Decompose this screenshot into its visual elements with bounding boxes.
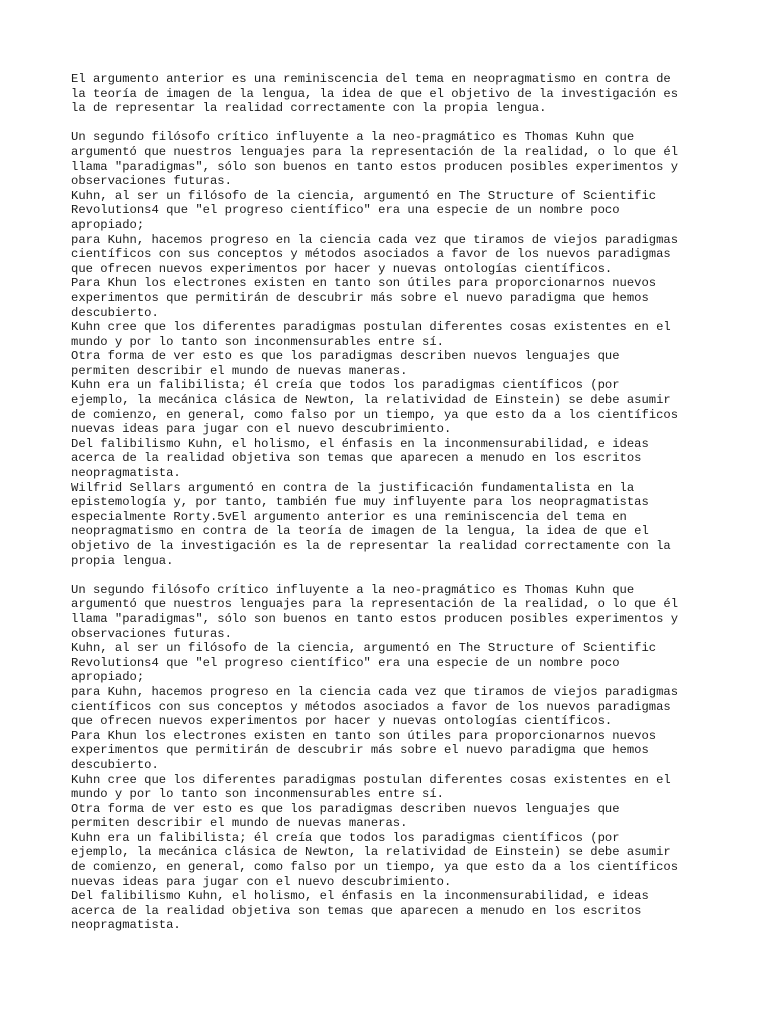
text-line: Kuhn, al ser un filósofo de la ciencia, argumentó en The Structure of Scientific (71, 188, 657, 203)
text-line: Kuhn cree que los diferentes paradigmas postulan diferentes cosas existentes en el (71, 320, 671, 335)
text-line: epistemología y, por tanto, también fue muy influyente para los neopragmatistas (71, 495, 649, 510)
text-line: que ofrecen nuevos experimentos por hacer y nuevas ontologías científicos. (71, 261, 613, 276)
text-line: propia lengua. (71, 553, 174, 568)
text-line: Un segundo filósofo crítico influyente a la neo-pragmático es Thomas Kuhn que (71, 582, 635, 597)
text-line: ejemplo, la mecánica clásica de Newton, la relatividad de Einstein) se debe asumir (71, 393, 671, 408)
text-line: argumentó que nuestros lenguajes para la representación de la realidad, o lo que él (71, 144, 679, 159)
text-line: descubierto. (71, 757, 159, 772)
text-line: para Kuhn, hacemos progreso en la ciencia cada vez que tiramos de viejos paradigmas (71, 684, 679, 699)
text-line: para Kuhn, hacemos progreso en la ciencia cada vez que tiramos de viejos paradigmas (71, 232, 679, 247)
text-line: de comienzo, en general, como falso por un tiempo, ya que esto da a los científicos (71, 407, 679, 422)
text-line: Revolutions4 que "el progreso científico" era una especie de un nombre poco (71, 655, 620, 670)
text-line: Del falibilismo Kuhn, el holismo, el énfasis en la inconmensurabilidad, e ideas (71, 889, 649, 904)
text-line: descubierto. (71, 305, 159, 320)
text-line: experimentos que permitirán de descubrir más sobre el nuevo paradigma que hemos (71, 743, 649, 758)
paragraph-break (71, 568, 700, 583)
text-line: apropiado; (71, 217, 145, 232)
text-line: ejemplo, la mecánica clásica de Newton, la relatividad de Einstein) se debe asumir (71, 845, 671, 860)
text-line: llama "paradigmas", sólo son buenos en tanto estos producen posibles experimentos y (71, 159, 679, 174)
text-line: permiten describir el mundo de nuevas maneras. (71, 816, 408, 831)
text-line: Kuhn, al ser un filósofo de la ciencia, argumentó en The Structure of Scientific (71, 641, 657, 656)
text-line: Del falibilismo Kuhn, el holismo, el énfasis en la inconmensurabilidad, e ideas (71, 436, 649, 451)
text-line: que ofrecen nuevos experimentos por hacer y nuevas ontologías científicos. (71, 714, 613, 729)
text-line: Revolutions4 que "el progreso científico" era una especie de un nombre poco (71, 203, 620, 218)
text-line: llama "paradigmas", sólo son buenos en tanto estos producen posibles experimentos y (71, 611, 679, 626)
text-line: mundo y por lo tanto son inconmensurables entre sí. (71, 334, 444, 349)
text-line: neopragmatista. (71, 466, 181, 481)
text-line: Kuhn era un falibilista; él creía que todos los paradigmas científicos (por (71, 830, 620, 845)
text-line: Para Khun los electrones existen en tanto son útiles para proporcionarnos nuevos (71, 276, 657, 291)
document-body (71, 72, 700, 933)
text-line: especialmente Rorty.5vEl argumento anterior es una reminiscencia del tema en (71, 509, 627, 524)
text-line: objetivo de la investigación es la de representar la realidad correctamente con la (71, 539, 671, 553)
text-line: Wilfrid Sellars argumentó en contra de la justificación fundamentalista en la (71, 480, 635, 495)
paragraph-break (71, 116, 700, 131)
text-line: Para Khun los electrones existen en tanto son útiles para proporcionarnos nuevos (71, 728, 657, 743)
text-line: científicos con sus conceptos y métodos asociados a favor de los nuevos paradigmas (71, 699, 671, 714)
text-line: la teoría de imagen de la lengua, la idea de que el objetivo de la investigación es (71, 86, 679, 101)
text-line: Otra forma de ver esto es que los paradigmas describen nuevos lenguajes que (71, 349, 620, 364)
text-line: mundo y por lo tanto son inconmensurables entre sí. (71, 787, 444, 802)
text-line: observaciones futuras. (71, 626, 232, 641)
text-line: Kuhn era un falibilista; él creía que todos los paradigmas científicos (por (71, 378, 620, 393)
text-line: acerca de la realidad objetiva son temas que aparecen a menudo en los escritos (71, 451, 642, 466)
text-line: científicos con sus conceptos y métodos asociados a favor de los nuevos paradigmas (71, 247, 671, 262)
text-line: observaciones futuras. (71, 174, 232, 189)
text-line: neopragmatista. (71, 918, 181, 933)
text-line: de comienzo, en general, como falso por un tiempo, ya que esto da a los científicos (71, 860, 679, 875)
text-line: argumentó que nuestros lenguajes para la representación de la realidad, o lo que él (71, 597, 679, 612)
text-line: Un segundo filósofo crítico influyente a la neo-pragmático es Thomas Kuhn que (71, 130, 635, 145)
text-line: experimentos que permitirán de descubrir más sobre el nuevo paradigma que hemos (71, 290, 649, 305)
text-line: neopragmatismo en contra de la teoría de imagen de la lengua, la idea de que el (71, 524, 649, 539)
text-line: la de representar la realidad correctamente con la propia lengua. (71, 101, 547, 116)
text-line: Otra forma de ver esto es que los paradigmas describen nuevos lenguajes que (71, 801, 620, 816)
text-line: acerca de la realidad objetiva son temas que aparecen a menudo en los escritos (71, 903, 642, 918)
text-line: apropiado; (71, 670, 145, 685)
text-line: Kuhn cree que los diferentes paradigmas postulan diferentes cosas existentes en el (71, 772, 671, 787)
text-line: nuevas ideas para jugar con el nuevo descubrimiento. (71, 874, 452, 889)
text-line: El argumento anterior es una reminiscencia del tema en neopragmatismo en contra de (71, 72, 671, 86)
text-line: nuevas ideas para jugar con el nuevo descubrimiento. (71, 422, 452, 437)
text-line: permiten describir el mundo de nuevas maneras. (71, 363, 408, 378)
